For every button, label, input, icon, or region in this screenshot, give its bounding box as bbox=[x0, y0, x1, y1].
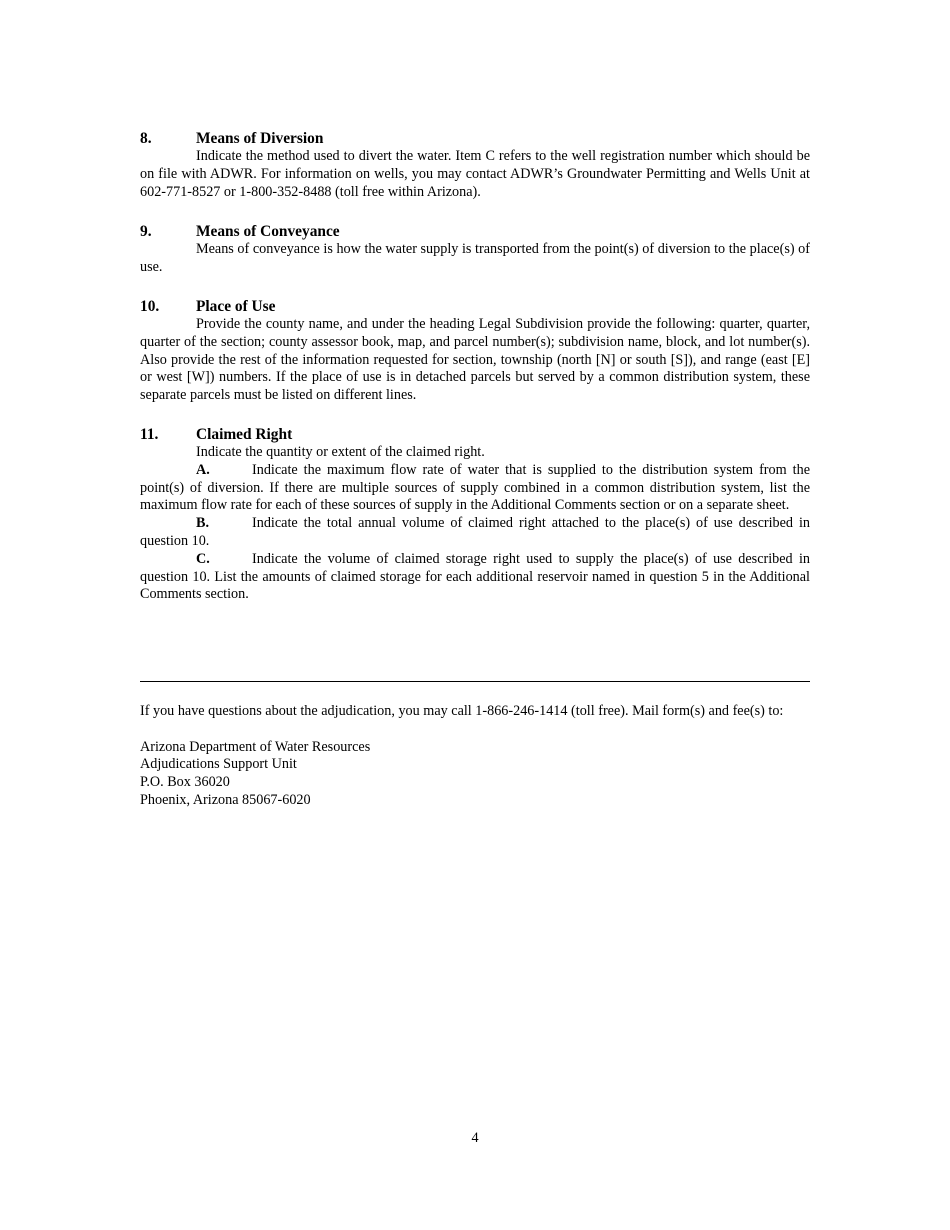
horizontal-rule bbox=[140, 681, 810, 682]
section-heading bbox=[140, 223, 810, 241]
address-line: Adjudications Support Unit bbox=[140, 756, 297, 773]
section-body: Provide the county name, and under the heading Legal Subdivision provide the following: quarter, quarter, quarter of the section; county assessor book, map, and parcel number(s); subdivision name, block, and lot number(s). Also provide the rest of the information requested for section, township (north [N] or south [S]), and range (east [E] or west [W]) numbers. If the place of use is in detached parcels but served by a common distribution system, these separate parcels must be listed on different lines. bbox=[140, 316, 810, 404]
item-text: Indicate the maximum flow rate of water that is supplied to the distribution system from the point(s) of diversion. If there are multiple sources of supply combined in a common distribution system, list the maximum flow rate for each of these sources of supply in the Additional Comments section or on a separate sheet. bbox=[140, 461, 810, 514]
claimed-right-item-c bbox=[140, 551, 810, 604]
claimed-right-item-a bbox=[140, 462, 810, 515]
section-title: Claimed Right bbox=[196, 426, 293, 443]
item-label: C. bbox=[196, 550, 210, 567]
section-body: Indicate the quantity or extent of the claimed right. bbox=[196, 444, 485, 460]
section-title: Place of Use bbox=[196, 298, 276, 315]
item-text: Indicate the total annual volume of claimed right attached to the place(s) of use described in question 10. bbox=[140, 515, 810, 549]
section-body: Indicate the method used to divert the water. Item C refers to the well registration number which should be on file with ADWR. For information on wells, you may contact ADWR’s Groundwater Permitting and Wells Unit at 602-771-8527 or 1-800-352-8488 (toll free within Arizona). bbox=[140, 148, 810, 200]
claimed-right-item-b bbox=[140, 515, 810, 551]
item-label: B. bbox=[196, 515, 210, 532]
address-line: P.O. Box 36020 bbox=[140, 774, 230, 791]
item-text: Indicate the volume of claimed storage right used to supply the place(s) of use described in question 10. List the amounts of claimed storage for each additional reservoir named in question 5 in the Additional Comments section. bbox=[140, 550, 810, 603]
page-number: 4 bbox=[471, 1130, 479, 1146]
section-claimed-right bbox=[140, 426, 810, 604]
address-line: Phoenix, Arizona 85067-6020 bbox=[140, 791, 311, 808]
section-heading bbox=[140, 130, 810, 148]
section-means-of-diversion bbox=[140, 130, 810, 201]
section-means-of-conveyance bbox=[140, 223, 810, 277]
section-number: 8. bbox=[140, 130, 152, 147]
footer-contact bbox=[140, 703, 810, 810]
section-title: Means of Conveyance bbox=[196, 223, 340, 240]
section-title: Means of Diversion bbox=[196, 130, 324, 147]
section-place-of-use bbox=[140, 298, 810, 405]
mailing-address bbox=[140, 739, 810, 810]
address-line: Arizona Department of Water Resources bbox=[140, 738, 371, 755]
item-label: A. bbox=[196, 461, 210, 478]
section-number: 10. bbox=[140, 298, 160, 315]
section-heading bbox=[140, 298, 810, 316]
section-number: 9. bbox=[140, 223, 152, 240]
section-heading bbox=[140, 426, 810, 444]
section-body: Means of conveyance is how the water supply is transported from the point(s) of diversion to the place(s) of use. bbox=[140, 241, 810, 275]
section-number: 11. bbox=[140, 426, 159, 443]
contact-text: If you have questions about the adjudication, you may call 1-866-246-1414 (toll free). Mail form(s) and fee(s) to: bbox=[140, 703, 784, 719]
